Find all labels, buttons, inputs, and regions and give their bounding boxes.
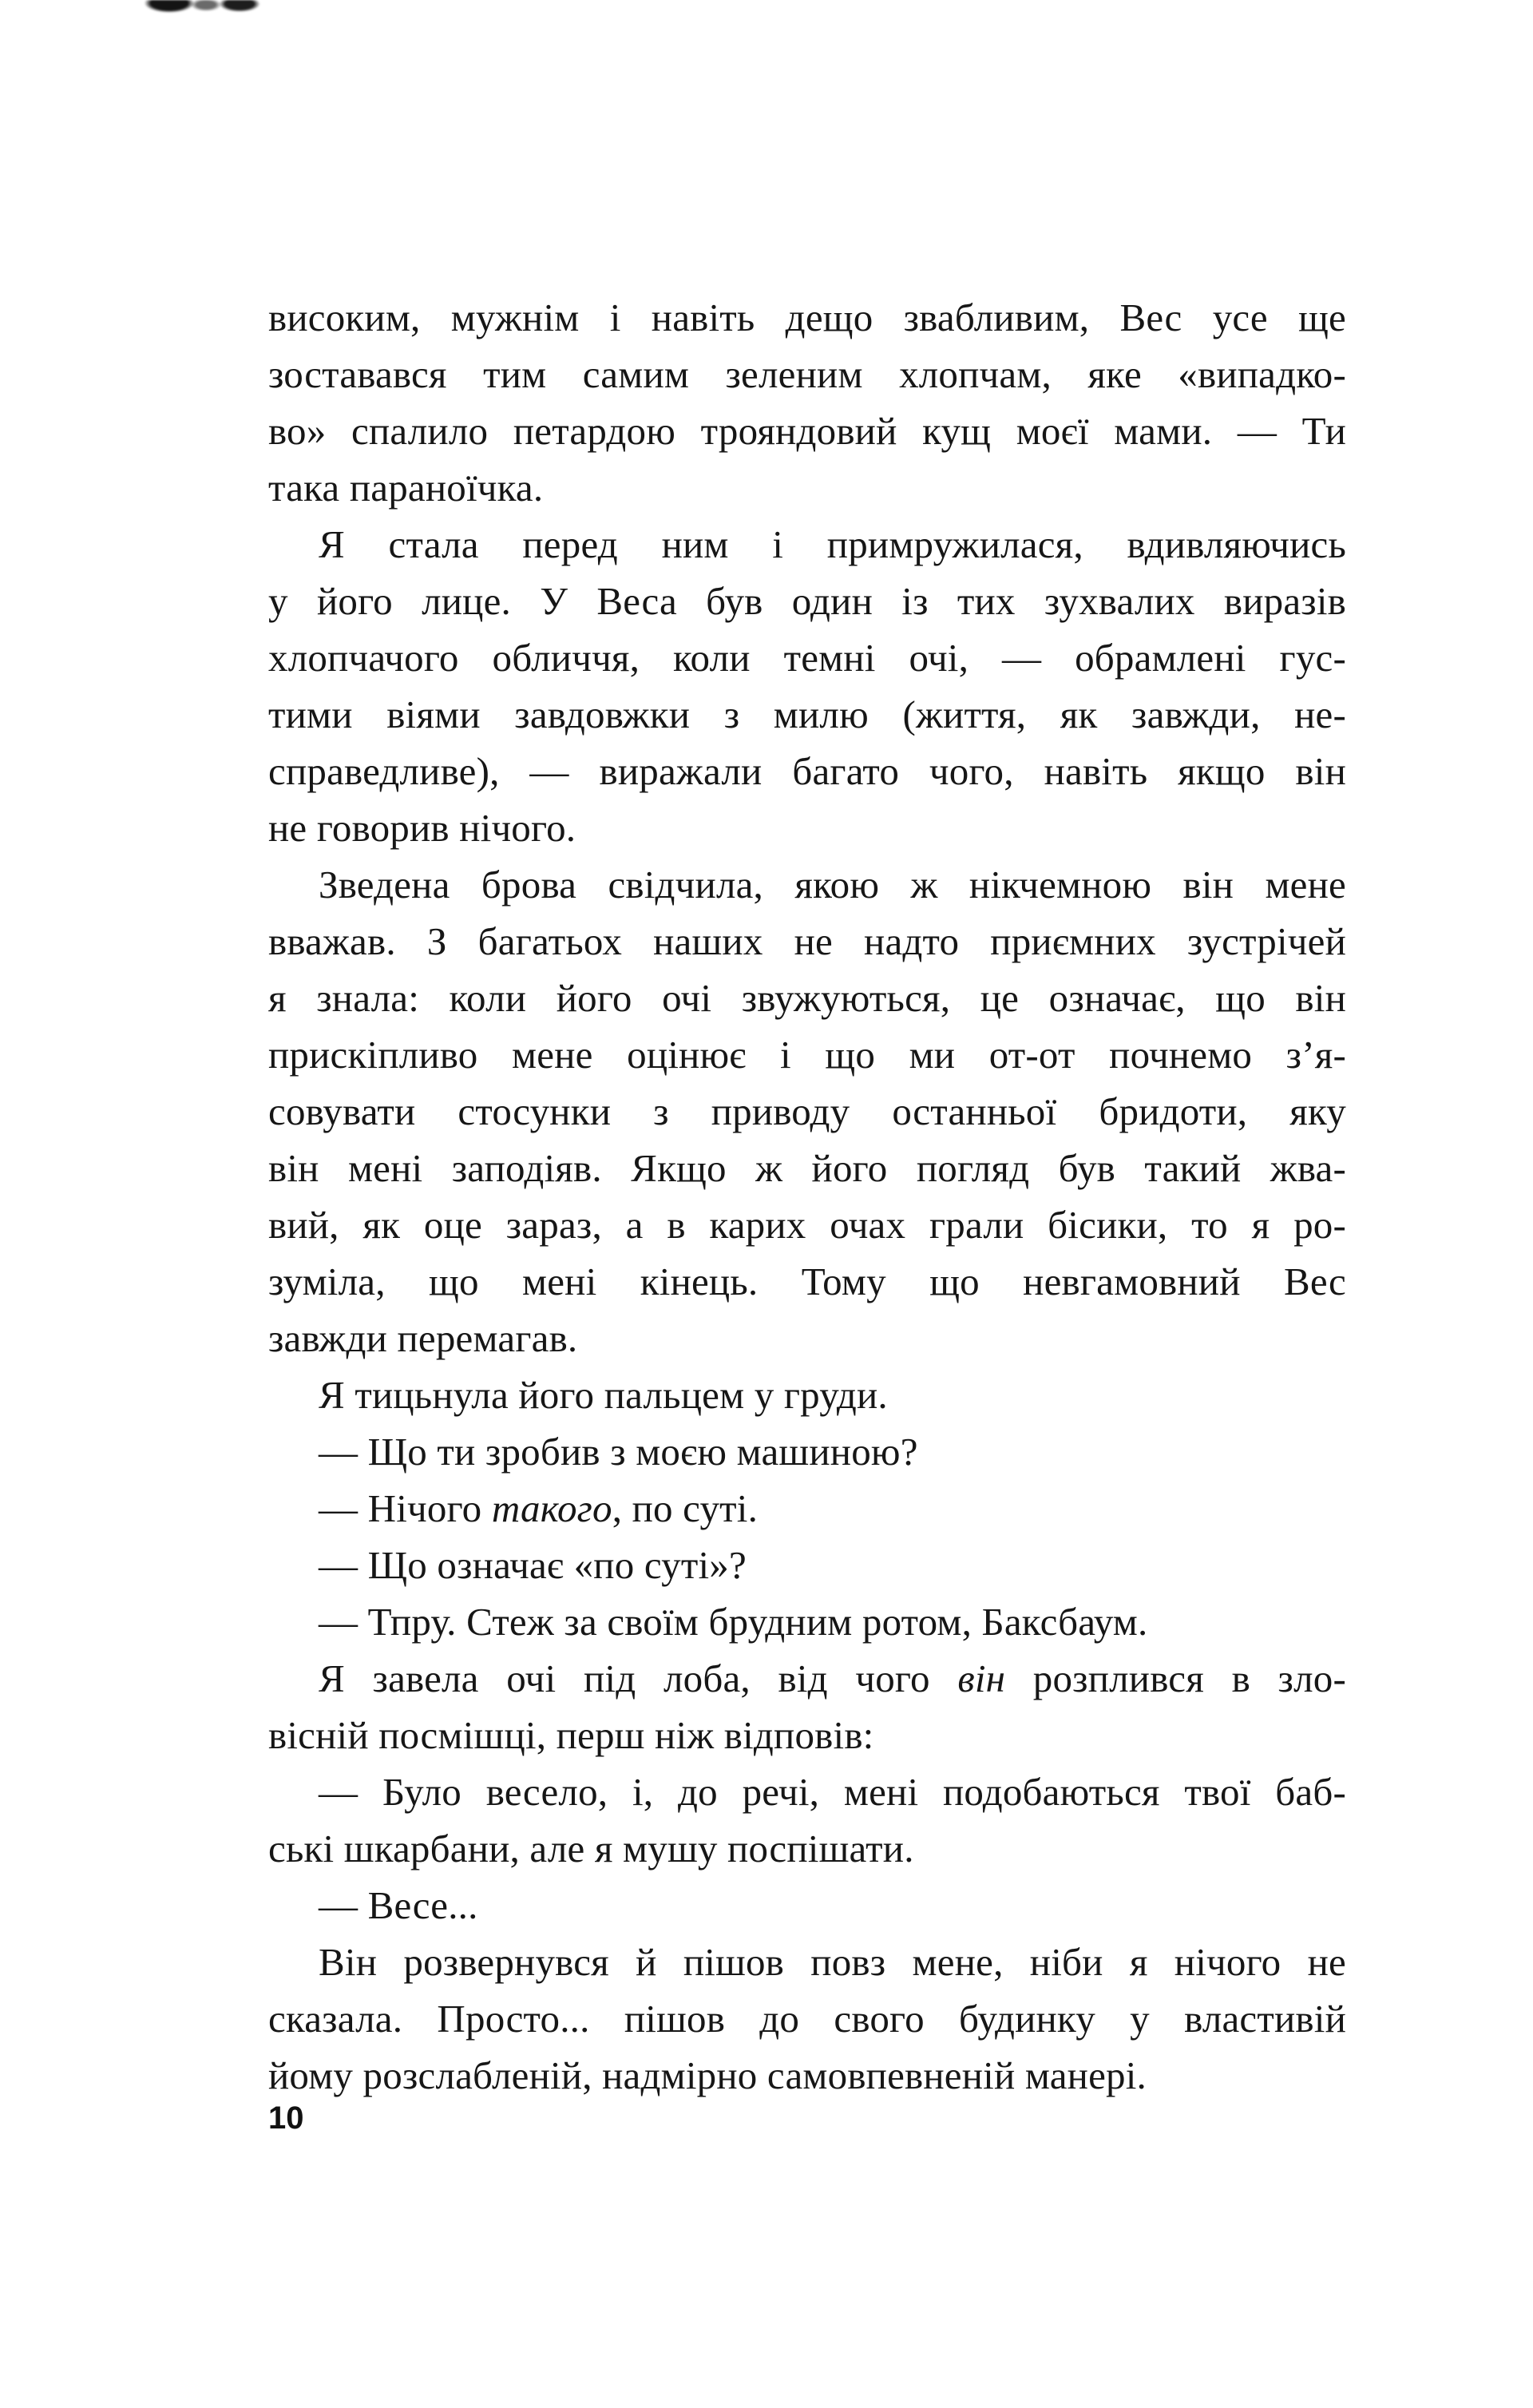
text-line	[268, 1707, 1346, 1763]
text-line	[268, 516, 1346, 573]
italic-text-segment: такого	[491, 1486, 612, 1530]
text-line	[268, 1083, 1346, 1140]
text-segment: — Що означає «по суті»?	[319, 1543, 747, 1587]
text-segment: зуміла, що мені кінець. Тому що невгамовний Вес	[268, 1260, 1346, 1303]
text-segment: справедливе), — виражали багато чого, навіть якщо він	[268, 749, 1346, 793]
text-line	[268, 573, 1346, 629]
text-segment: така параноїчка.	[268, 466, 544, 510]
text-segment: Я стала перед ним і примружилася, вдивляючись	[319, 522, 1346, 566]
text-line	[268, 1820, 1346, 1877]
text-segment: завжди перемагав.	[268, 1316, 578, 1360]
text-line	[268, 1423, 1346, 1480]
text-line	[268, 1480, 1346, 1537]
text-line	[268, 799, 1346, 856]
text-line	[268, 686, 1346, 743]
text-segment: — Що ти зробив з моєю машиною?	[319, 1430, 918, 1474]
text-segment: розплився в зло-	[1005, 1656, 1346, 1700]
text-segment: високим, мужнім і навіть дещо звабливим, Вес усе ще	[268, 296, 1346, 339]
text-line	[268, 743, 1346, 799]
text-segment: вий, як оце зараз, а в карих очах грали бісики, то я ро-	[268, 1203, 1346, 1247]
text-line	[268, 856, 1346, 913]
text-segment: Я завела очі під лоба, від чого	[319, 1656, 958, 1700]
text-line	[268, 1196, 1346, 1253]
text-line	[268, 1367, 1346, 1423]
text-line	[268, 403, 1346, 459]
text-segment: йому розслабленій, надмірно самовпевненій манері.	[268, 2053, 1147, 2097]
text-line	[268, 1026, 1346, 1083]
text-line	[268, 1934, 1346, 1990]
paragraph	[268, 1934, 1346, 2104]
text-segment: не говорив нічого.	[268, 806, 576, 850]
text-segment: тими віями завдовжки з милю (життя, як завжди, не-	[268, 692, 1346, 736]
paragraph	[268, 289, 1346, 516]
text-line	[268, 629, 1346, 686]
text-segment: зоставався тим самим зеленим хлопчам, яке «випадко-	[268, 352, 1346, 396]
text-line	[268, 289, 1346, 346]
text-line	[268, 1650, 1346, 1707]
text-line	[268, 1537, 1346, 1593]
paragraph	[268, 1877, 1346, 1934]
paragraph	[268, 516, 1346, 856]
text-segment: прискіпливо мене оцінює і що ми от-от почнемо з’я-	[268, 1033, 1346, 1077]
text-line	[268, 1990, 1346, 2047]
scan-smudge-artifact	[144, 0, 263, 19]
text-segment: вісній посмішці, перш ніж відповів:	[268, 1713, 874, 1757]
paragraph	[268, 1650, 1346, 1763]
text-segment: Він розвернувся й пішов повз мене, ніби я нічого не	[319, 1940, 1346, 1984]
paragraph	[268, 1537, 1346, 1593]
text-segment: , по суті.	[612, 1486, 759, 1530]
paragraph	[268, 856, 1346, 1367]
text-line	[268, 459, 1346, 516]
text-segment: хлопчачого обличчя, коли темні очі, — обрамлені гус-	[268, 636, 1346, 680]
text-segment: — Було весело, і, до речі, мені подобаються твої баб-	[319, 1770, 1346, 1814]
paragraph	[268, 1763, 1346, 1877]
text-line	[268, 1877, 1346, 1934]
text-line	[268, 1763, 1346, 1820]
text-segment: — Нічого	[319, 1486, 492, 1530]
text-segment: ські шкарбани, але я мушу поспішати.	[268, 1827, 914, 1870]
text-segment: сказала. Просто... пішов до свого будинку у властивій	[268, 1997, 1346, 2041]
text-segment: вважав. З багатьох наших не надто приємних зустрічей	[268, 919, 1346, 963]
text-segment: у його лице. У Веса був один із тих зухвалих виразів	[268, 579, 1346, 623]
text-line	[268, 1140, 1346, 1196]
paragraph	[268, 1480, 1346, 1537]
paragraph	[268, 1423, 1346, 1480]
text-line	[268, 1593, 1346, 1650]
text-line	[268, 2047, 1346, 2104]
italic-text-segment: він	[957, 1656, 1006, 1700]
text-line	[268, 970, 1346, 1026]
text-segment: совувати стосунки з приводу останньої бридоти, яку	[268, 1089, 1346, 1133]
text-line	[268, 1310, 1346, 1367]
text-segment: я знала: коли його очі звужуються, це означає, що він	[268, 976, 1346, 1020]
paragraph	[268, 1367, 1346, 1423]
text-line	[268, 1253, 1346, 1310]
text-segment: Зведена брова свідчила, якою ж нікчемною він мене	[319, 863, 1346, 906]
text-segment: — Тпру. Стеж за своїм брудним ротом, Баксбаум.	[319, 1600, 1148, 1644]
text-segment: Я тицьнула його пальцем у груди.	[319, 1373, 888, 1417]
text-segment: він мені заподіяв. Якщо ж його погляд був такий жва-	[268, 1146, 1346, 1190]
page-number: 10	[268, 2101, 304, 2136]
text-segment: — Весе...	[319, 1883, 478, 1927]
page-text	[268, 289, 1346, 2104]
text-segment: во» спалило петардою трояндовий кущ моєї мами. — Ти	[268, 409, 1346, 453]
paragraph	[268, 1593, 1346, 1650]
text-line	[268, 346, 1346, 403]
text-line	[268, 913, 1346, 970]
